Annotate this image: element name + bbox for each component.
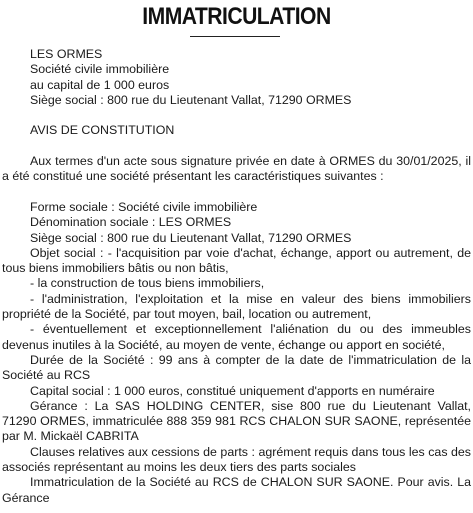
- title-underline: [190, 36, 280, 37]
- company-form: Société civile immobilière: [30, 62, 170, 77]
- denomination-sociale: Dénomination sociale : LES ORMES: [30, 215, 232, 230]
- objet-social: Objet social : - l'acquisition par voie d'achat, échange, apport ou autrement, de tous biens immobiliers bâtis ou non bâtis,: [2, 245, 471, 276]
- section-title: AVIS DE CONSTITUTION: [30, 123, 175, 138]
- objet-social-item: - l'administration, l'exploitation et la mise en valeur des biens immobiliers propriété de la Société, par tout moyen, bail, location ou autrement,: [2, 291, 471, 322]
- immatriculation-rcs: Immatriculation de la Société au RCS de CHALON SUR SAONE. Pour avis. La Gérance: [2, 475, 471, 505]
- duree-societe: Durée de la Société : 99 ans à compter de la date de l'immatriculation de la Société au RCS: [2, 352, 471, 383]
- intro-paragraph: Aux termes d'un acte sous signature privée en date à ORMES du 30/01/2025, il a été constitué une société présentant les caractéristiques suivantes :: [2, 154, 471, 184]
- objet-social-item: - la construction de tous biens immobiliers,: [30, 276, 265, 291]
- forme-sociale: Forme sociale : Société civile immobilière: [30, 199, 258, 214]
- capital-social: Capital social : 1 000 euros, constitué uniquement d'apports en numéraire: [30, 383, 435, 398]
- gerance: Gérance : La SAS HOLDING CENTER, sise 800 rue du Lieutenant Vallat, 71290 ORMES, immatriculée 888 359 981 RCS CHALON SUR SAONE, représentée par M. Mickaël CABRITA: [2, 398, 471, 444]
- company-capital: au capital de 1 000 euros: [30, 77, 170, 92]
- objet-social-item: - éventuellement et exceptionnellement l'aliénation du ou des immeubles devenus inutiles à la Société, au moyen de vente, échange ou apport en société,: [2, 322, 471, 352]
- notice-body: [2, 47, 471, 506]
- clauses-cessions: Clauses relatives aux cessions de parts : agrément requis dans tous les cas des associés représentant au moins les deux tiers des parts sociales: [2, 444, 471, 475]
- company-name: LES ORMES: [30, 47, 103, 61]
- siege-social: Siège social : 800 rue du Lieutenant Vallat, 71290 ORMES: [30, 230, 352, 245]
- notice-title: IMMATRICULATION: [142, 3, 331, 30]
- company-address: Siège social : 800 rue du Lieutenant Vallat, 71290 ORMES: [30, 92, 352, 107]
